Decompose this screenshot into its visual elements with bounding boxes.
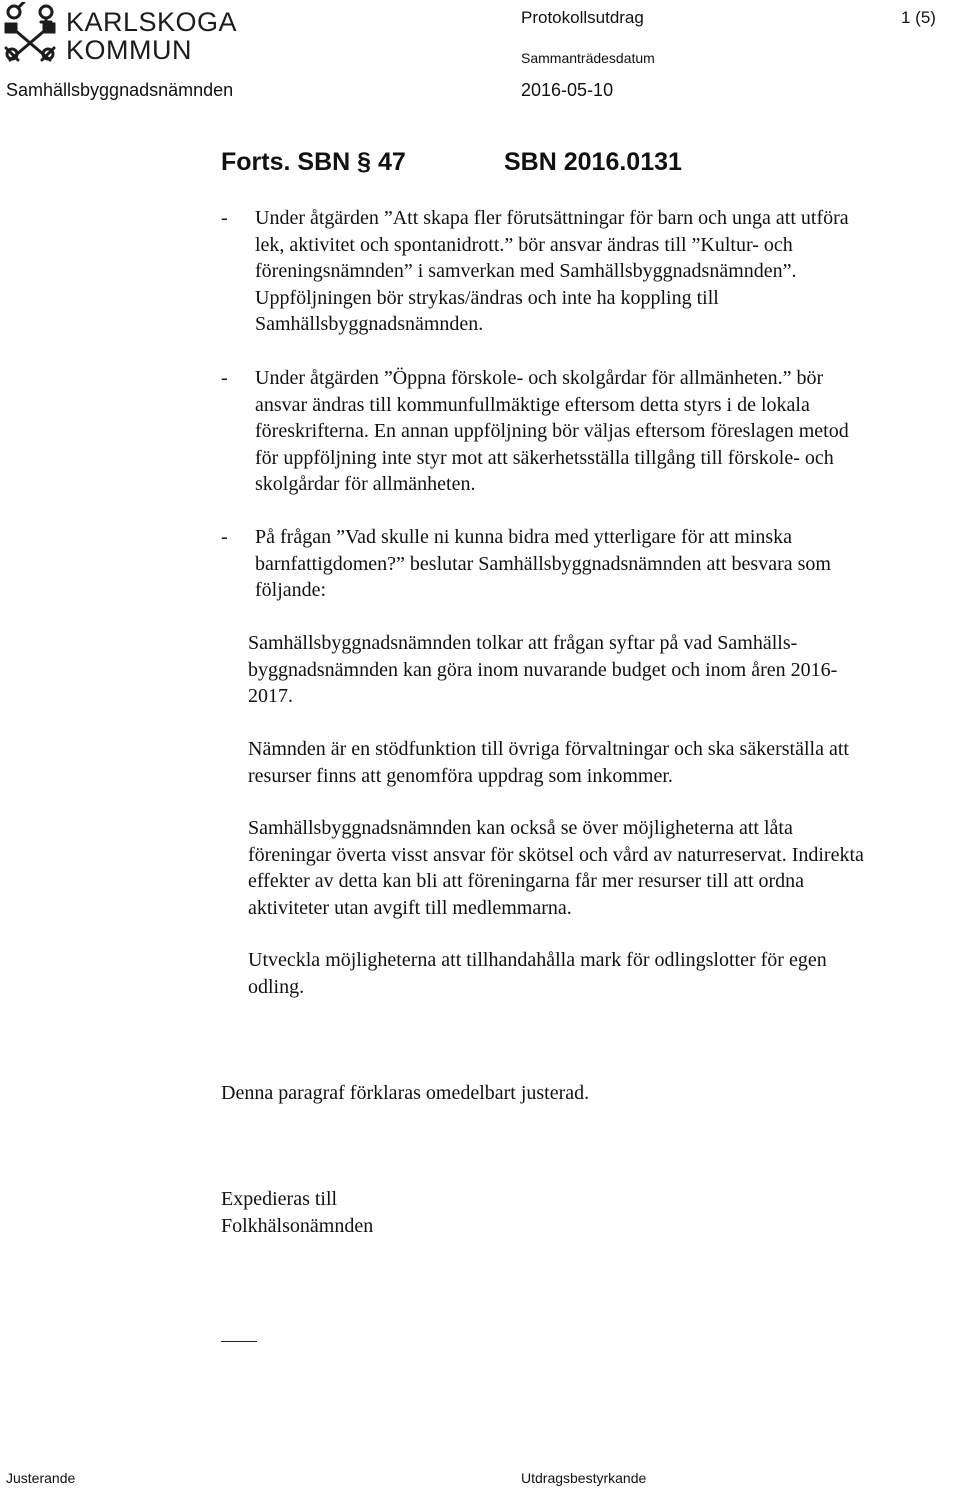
text-line: föreningar överta visst ansvar för skötsel och vård av naturreservat. Indirekta: [248, 843, 864, 866]
text-line: ansvar ändras till kommunfullmäktige eftersom detta styrs i de lokala: [255, 393, 810, 416]
meeting-date: 2016-05-10: [521, 80, 614, 100]
text-line: följande:: [255, 579, 327, 601]
list-item: [221, 524, 831, 604]
dispatch-label: Expedieras till: [221, 1188, 338, 1210]
case-number: SBN 2016.0131: [504, 148, 682, 176]
text-line: barnfattigdomen?” beslutar Samhällsbyggnadsnämnden att besvara som: [255, 552, 831, 575]
list-item: [221, 205, 849, 338]
text-line: På frågan ”Vad skulle ni kunna bidra med ytterligare för att minska: [255, 526, 793, 548]
text-line: Nämnden är en stödfunktion till övriga förvaltningar och ska säkerställa att: [248, 738, 849, 760]
text-line: föreskrifterna. En annan uppföljning bör väljas eftersom föreslagen metod: [255, 420, 849, 442]
text-line: Denna paragraf förklaras omedelbart justerad.: [221, 1082, 590, 1104]
list-dash: -: [221, 207, 228, 229]
answer-paragraph: [248, 630, 837, 710]
meeting-date-label: Sammanträdesdatum: [521, 50, 655, 66]
text-line: Samhällsbyggnadsnämnden tolkar att frågan syftar på vad Samhälls-: [248, 632, 798, 654]
answer-paragraph: [248, 815, 864, 921]
text-line: resurser finns att genomföra uppdrag som inkommer.: [248, 764, 673, 787]
answer-paragraph: [248, 947, 827, 1000]
text-line: lek, aktivitet och spontanidrott.” bör ansvar ändras till ”Kultur- och: [255, 233, 793, 256]
answer-paragraph: [248, 736, 849, 789]
footer-adjuster-label: Justerande: [6, 1470, 76, 1486]
text-line: föreningsnämnden” i samverkan med Samhällsbyggnadsnämnden”.: [255, 260, 797, 282]
page-number: 1 (5): [901, 8, 936, 27]
list-item: [221, 365, 849, 498]
text-line: byggnadsnämnden kan göra inom nuvarande budget och inom åren 2016-: [248, 658, 838, 681]
logo-line-1: KARLSKOGA: [66, 7, 238, 37]
section-heading: Forts. SBN § 47: [221, 148, 406, 176]
list-dash: -: [221, 367, 228, 389]
committee-name: Samhällsbyggnadsnämnden: [6, 80, 234, 100]
text-line: effekter av detta kan bli att föreningarna får mer resurser till att ordna: [248, 870, 805, 892]
text-line: odling.: [248, 975, 305, 998]
text-line: Under åtgärden ”Att skapa fler förutsättningar för barn och unga att utföra: [255, 207, 849, 229]
footer-certification-label: Utdragsbestyrkande: [521, 1470, 647, 1486]
text-line: aktiviteter utan avgift till medlemmarna.: [248, 896, 572, 919]
text-line: Uppföljningen bör strykas/ändras och inte ha koppling till: [255, 286, 719, 309]
text-line: för uppföljning inte styr mot att säkerhetsställa tillgång till förskole- och: [255, 446, 834, 469]
signature-line: [221, 1341, 257, 1342]
text-line: 2017.: [248, 685, 293, 707]
text-line: Utveckla möjligheterna att tillhandahålla mark för odlingslotter för egen: [248, 949, 827, 971]
text-line: Under åtgärden ”Öppna förskole- och skolgårdar för allmänheten.” bör: [255, 367, 824, 389]
text-line: skolgårdar för allmänheten.: [255, 473, 476, 495]
dispatch-block: [221, 1186, 373, 1239]
adjustment-note: [221, 1080, 589, 1107]
logo-wordmark: [66, 8, 237, 64]
text-line: Samhällsbyggnadsnämnden.: [255, 313, 484, 335]
dispatch-recipient: Folkhälsonämnden: [221, 1214, 374, 1237]
document-type: Protokollsutdrag: [521, 8, 644, 27]
logo-line-2: KOMMUN: [66, 35, 192, 65]
text-line: Samhällsbyggnadsnämnden kan också se över möjligheterna att låta: [248, 817, 793, 839]
municipality-logo-icon: [4, 2, 56, 64]
list-dash: -: [221, 526, 228, 548]
